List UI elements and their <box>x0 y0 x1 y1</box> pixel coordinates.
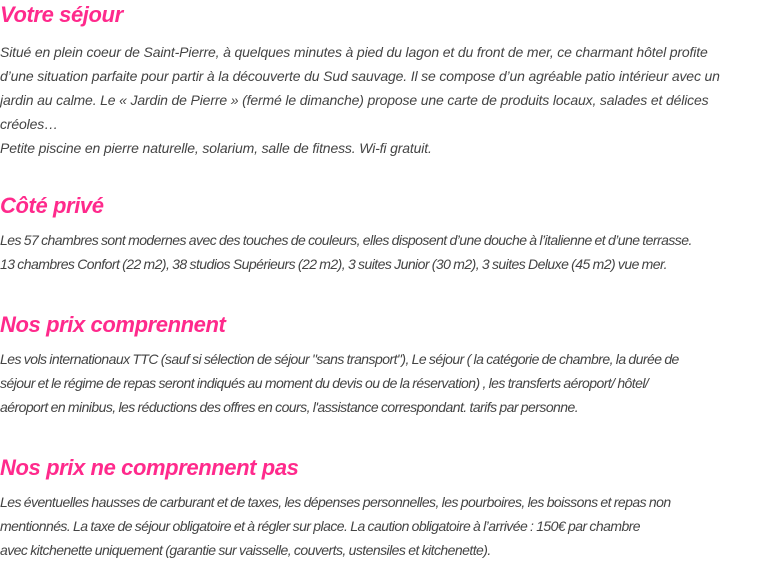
text-line: créoles… <box>0 116 58 132</box>
text-line: d’une situation parfaite pour partir à la découverte du Sud sauvage. Il se compose d’un agréable patio intérieur avec un <box>0 68 720 84</box>
text-line: séjour et le régime de repas seront indiqués au moment du devis ou de la réservation) , les transferts aéroport/ hôtel/ <box>0 375 649 391</box>
section-title: Nos prix comprennent <box>0 312 226 337</box>
section-title: Nos prix ne comprennent pas <box>0 455 299 480</box>
section-body <box>0 228 758 276</box>
section-title: Côté privé <box>0 193 104 218</box>
text-line: mentionnés. La taxe de séjour obligatoire et à régler sur place. La caution obligatoire à l’arrivée : 150€ par chambre <box>0 518 641 534</box>
text-line: Situé en plein coeur de Saint-Pierre, à quelques minutes à pied du lagon et du front de mer, ce charmant hôtel profite <box>0 44 708 60</box>
section-cote-prive <box>0 192 758 276</box>
section-body <box>0 490 758 562</box>
section-votre-sejour <box>0 1 758 160</box>
section-nos-prix-comprennent <box>0 311 758 419</box>
text-line: 13 chambres Confort (22 m2), 38 studios Supérieurs (22 m2), 3 suites Junior (30 m2), 3 suites Deluxe (45 m2) vue mer. <box>0 256 667 272</box>
section-nos-prix-ne-comprennent-pas <box>0 454 758 562</box>
section-body <box>0 347 758 419</box>
text-line: Petite piscine en pierre naturelle, solarium, salle de fitness. Wi-fi gratuit. <box>0 140 432 156</box>
text-line: avec kitchenette uniquement (garantie sur vaisselle, couverts, ustensiles et kitchenette). <box>0 542 491 558</box>
text-line: jardin au calme. Le « Jardin de Pierre » (fermé le dimanche) propose une carte de produits locaux, salades et délices <box>0 92 709 108</box>
text-line: Les vols internationaux TTC (sauf si sélection de séjour "sans transport"), Le séjour ( la catégorie de chambre, la durée de <box>0 351 679 367</box>
text-line: Les éventuelles hausses de carburant et de taxes, les dépenses personnelles, les pourboires, les boissons et repas non <box>0 494 671 510</box>
section-body <box>0 40 758 160</box>
text-line: aéroport en minibus, les réductions des offres en cours, l'assistance correspondant. tarifs par personne. <box>0 399 579 415</box>
section-title: Votre séjour <box>0 2 123 27</box>
text-line: Les 57 chambres sont modernes avec des touches de couleurs, elles disposent d’une douche à l’italienne et d’une terrasse. <box>0 232 692 248</box>
